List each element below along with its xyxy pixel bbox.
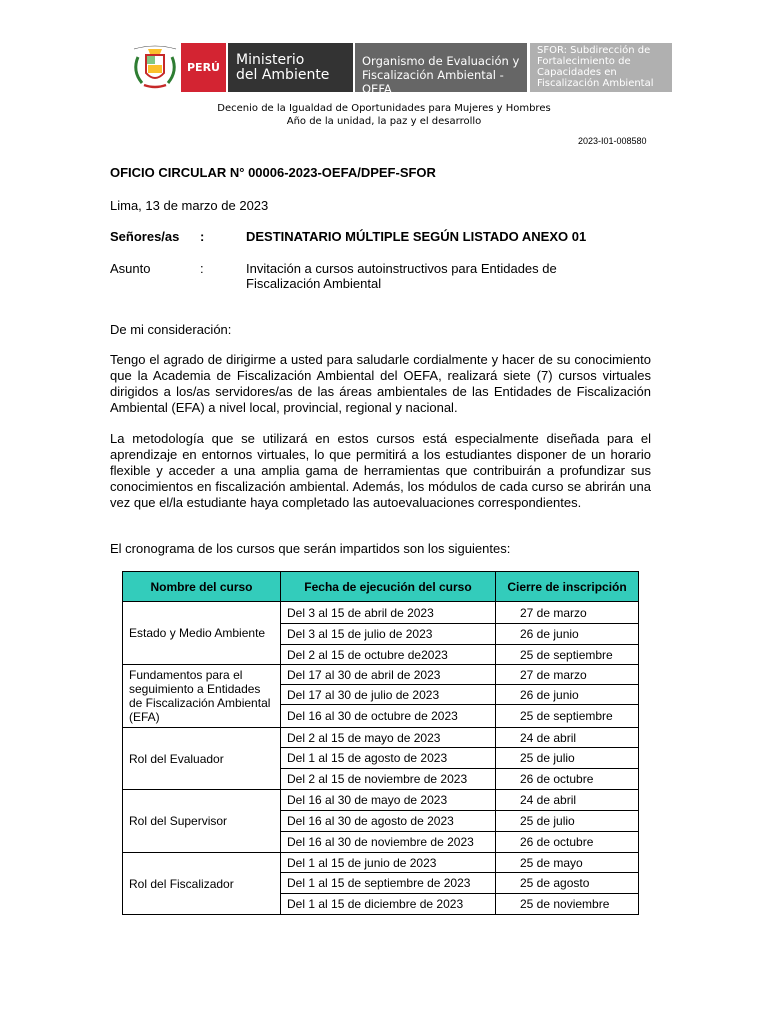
header-course-name: Nombre del curso [123, 572, 281, 602]
closing-date: 24 de abril [496, 790, 639, 811]
course-schedule-table [122, 571, 639, 915]
header-execution-date: Fecha de ejecución del curso [281, 572, 496, 602]
closing-date: 26 de octubre [496, 832, 639, 853]
ministry-line-1: Ministerio [236, 52, 305, 68]
table-header-row [123, 572, 639, 602]
table-row [123, 665, 639, 685]
shield-icon [130, 43, 180, 92]
table-row [123, 790, 639, 811]
decenio-line-1: Decenio de la Igualdad de Oportunidades para Mujeres y Hombres [217, 103, 551, 114]
sfor-line-4: Fiscalización Ambiental [537, 78, 654, 89]
sfor-line-3: Capacidades en [537, 67, 617, 78]
recipient-value: DESTINATARIO MÚLTIPLE SEGÚN LISTADO ANEXO 01 [246, 229, 587, 244]
paragraph-2: La metodología que se utilizará en estos cursos está especialmente diseñada para el aprendizaje en entornos virtuales, lo que permitirá a los estudiantes disponer de un horario flexible y acceder a una amplia gama de herramientas que contribuirán a profundizar sus conocimientos en fiscalización ambiental. Además, los módulos de cada curso se abrirán una vez que el/la estudiante haya completado las autoevaluaciones correspondientes. [110, 431, 651, 510]
oefa-label [355, 43, 527, 96]
decenio-line-2: Año de la unidad, la paz y el desarrollo [286, 116, 482, 127]
paragraph-1: Tengo el agrado de dirigirme a usted para saludarle cordialmente y hacer de su conocimiento que la Academia de Fiscalización Ambiental del OEFA, realizará siete (7) cursos virtuales dirigidos a los/as servidores/as de las áreas ambientales de las Entidades de Fiscalización Ambiental (EFA) a nivel local, provincial, regional y nacional. [110, 352, 651, 415]
ministry-line-2: del Ambiente [236, 67, 330, 83]
course-name: Rol del Evaluador [123, 728, 281, 790]
closing-date: 25 de mayo [496, 853, 639, 873]
subject-value [246, 261, 557, 291]
execution-date: Del 2 al 15 de octubre de2023 [281, 645, 496, 665]
execution-date: Del 2 al 15 de noviembre de 2023 [281, 769, 496, 790]
table-row [123, 602, 639, 624]
execution-date: Del 1 al 15 de junio de 2023 [281, 853, 496, 873]
subject-label: Asunto [110, 261, 151, 276]
oefa-line-2: Fiscalización Ambiental - OEFA [362, 68, 504, 96]
closing-date: 25 de septiembre [496, 705, 639, 728]
closing-date: 26 de junio [496, 685, 639, 705]
execution-date: Del 2 al 15 de mayo de 2023 [281, 728, 496, 748]
course-name: Rol del Supervisor [123, 790, 281, 853]
closing-date: 25 de agosto [496, 873, 639, 894]
closing-date: 25 de septiembre [496, 645, 639, 665]
course-name: Estado y Medio Ambiente [123, 602, 281, 665]
table-row [123, 853, 639, 873]
subject-colon: : [200, 261, 204, 276]
execution-date: Del 3 al 15 de julio de 2023 [281, 624, 496, 645]
oefa-line-1: Organismo de Evaluación y [362, 54, 520, 68]
document-code: 2023-I01-008580 [578, 136, 647, 146]
execution-date: Del 1 al 15 de diciembre de 2023 [281, 894, 496, 915]
execution-date: Del 16 al 30 de noviembre de 2023 [281, 832, 496, 853]
document-date: Lima, 13 de marzo de 2023 [110, 198, 269, 213]
execution-date: Del 17 al 30 de abril de 2023 [281, 665, 496, 685]
sfor-line-2: Fortalecimiento de [537, 56, 631, 67]
closing-date: 25 de julio [496, 748, 639, 769]
execution-date: Del 16 al 30 de octubre de 2023 [281, 705, 496, 728]
recipient-label: Señores/as [110, 229, 180, 244]
paragraph-3: El cronograma de los cursos que serán impartidos son los siguientes: [110, 541, 511, 556]
closing-date: 27 de marzo [496, 602, 639, 624]
execution-date: Del 17 al 30 de julio de 2023 [281, 685, 496, 705]
peru-badge: PERÚ [181, 43, 226, 92]
closing-date: 26 de octubre [496, 769, 639, 790]
peru-coat-of-arms-logo [130, 43, 180, 92]
decenio-heading [0, 102, 768, 128]
header-registration-close: Cierre de inscripción [496, 572, 639, 602]
ministry-label [228, 43, 353, 92]
greeting: De mi consideración: [110, 322, 232, 337]
execution-date: Del 16 al 30 de mayo de 2023 [281, 790, 496, 811]
course-name: Fundamentos para el seguimiento a Entidades de Fiscalización Ambiental (EFA) [123, 665, 281, 728]
closing-date: 27 de marzo [496, 665, 639, 685]
execution-date: Del 16 al 30 de agosto de 2023 [281, 811, 496, 832]
execution-date: Del 1 al 15 de septiembre de 2023 [281, 873, 496, 894]
sfor-line-1: SFOR: Subdirección de [537, 45, 651, 56]
recipient-colon: : [200, 229, 205, 244]
subject-line-1: Invitación a cursos autoinstructivos para Entidades de [246, 261, 557, 276]
closing-date: 24 de abril [496, 728, 639, 748]
subject-line-2: Fiscalización Ambiental [246, 276, 382, 291]
document-title: OFICIO CIRCULAR N° 00006-2023-OEFA/DPEF-SFOR [110, 165, 436, 180]
table-row [123, 728, 639, 748]
closing-date: 26 de junio [496, 624, 639, 645]
closing-date: 25 de noviembre [496, 894, 639, 915]
course-name: Rol del Fiscalizador [123, 853, 281, 915]
execution-date: Del 1 al 15 de agosto de 2023 [281, 748, 496, 769]
closing-date: 25 de julio [496, 811, 639, 832]
sfor-label [530, 43, 672, 92]
execution-date: Del 3 al 15 de abril de 2023 [281, 602, 496, 624]
